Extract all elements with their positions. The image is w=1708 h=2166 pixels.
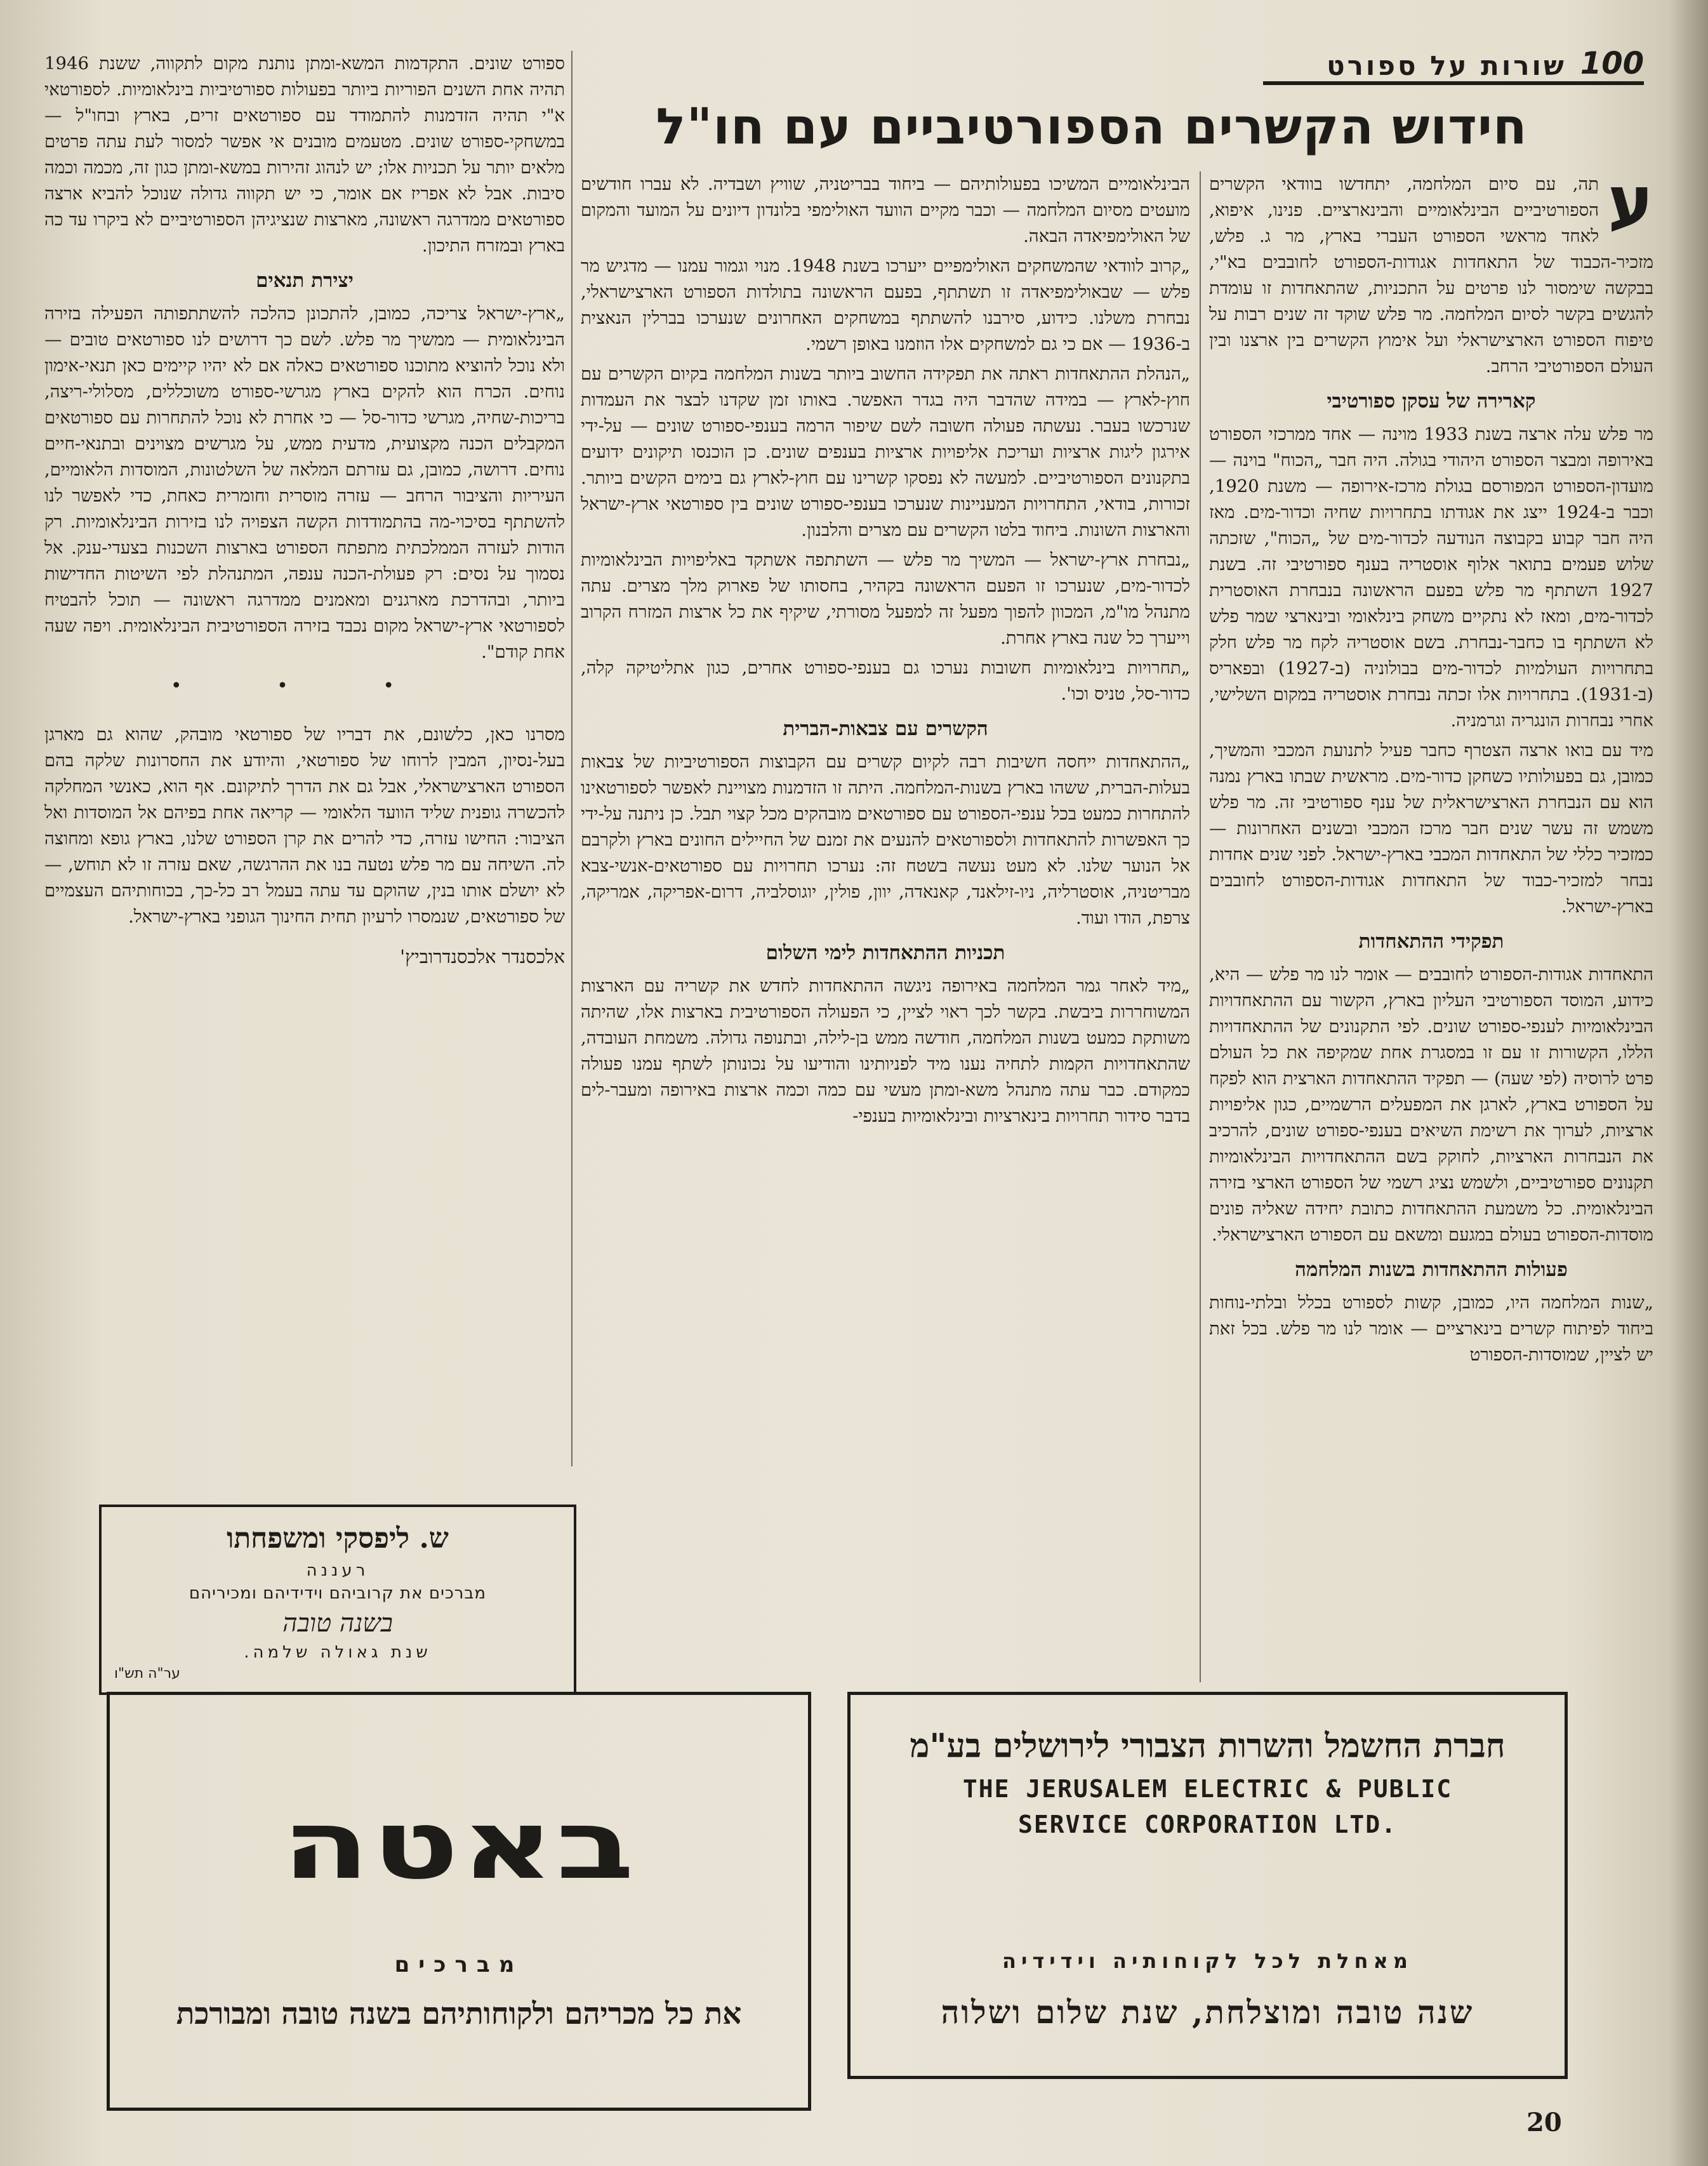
paragraph-career: מר פלש עלה ארצה בשנת 1933 מוינה — אחד ממרכזי הספורט באירופה ומבצר הספורט היהודי בגולה. היה חבר „הכוח" בוינה — מועדון-הספורט המפורסם בגולת מרכז-אירופה — משנת 1920, וכבר ב-1924 ייצג את אגודתו בתחרויות שחיה וכדור-מים. מאז היה חבר קבוע בקבוצה הנודעה לכדור-מים של „הכוח", שזכתה שלוש פעמים בתואר אלוף אוסטריה בענף ספורטיבי זה. בשנת 1927 השתתף מר פלש בפעם הראשונה בנבחרת האוסטרית לכדור-מים, ומאז לא נתקיים משחק בינלאומי ובינארצי שמר פלש לא השתתף בו כחבר-נבחרת. בשם אוסטריה לקח מר פלש חלק בתחרויות העולמיות לכדור-מים בבולוניה (ב-1927) ובפאריס (ב-1931). בתחרויות אלו זכתה נבחרת אוסטריה במקום השלישי, אחרי נבחרות הונגריה וגרמניה.: [1209, 424, 1653, 731]
ad-lipski-greeting: מברכים את קרוביהם וידידיהם ומכיריהם: [189, 1584, 487, 1603]
ad-lipski-date: ער"ה תש"ו: [114, 1666, 180, 1682]
paragraph-olympics: „קרוב לוודאי שהמשחקים האולימפיים ייערכו בשנת 1948. מנוי וגמור עמנו — מדגיש מר פלש — שבאולימפיאדה זו תשתתף, בפעם הראשונה בתולדות הספורט הארצישראלי, נבחרת משלנו. כידוע, סירבנו להשתתף במשחקים האחרונים שנערכו בברלין הנאצית ב-1936 — אם כי גם למשחקים אלו הוזמנו באופן רשמי.: [581, 256, 1190, 354]
article-column-left: [44, 51, 565, 1447]
ad-bata-bless: מברכים: [394, 1952, 524, 1977]
section-header: [1263, 42, 1644, 85]
ad-lipski-city: רעננה: [306, 1561, 369, 1580]
author-signature: אלכסנדר אלכסנדרוביץ': [400, 946, 565, 967]
subheading-roles: תפקידי ההתאחדות: [1358, 930, 1504, 953]
paragraph-sports: ספורט שונים. התקדמות המשא-ומתן נותנת מקום לתקווה, ששנת 1946 תהיה אחת השנים הפוריות ביותר בפעולות ספורטיביות בינלאומיות. לספורטאי א"י תהיה הזדמנות להתמודד עם ספורטאים זרים, בארץ ובחו"ל — במשחקי-ספורט שונים. מטעמים מובנים אי אפשר למסור לעת עתה פרטים מלאים יותר על תכניות אלו; יש לנהוג זהירות במשא-ומתן כגון זה, מכמה וכמה סיבות. אבל לא אפריז אם אומר, כי יש תקווה גדולה שנוכל להביא ארצה ספורטאים ממדרגה ראשונה, מארצות שנציגיהן הספורטיביים לא ביקרו עד כה בארץ ובמזרח התיכון.: [44, 53, 565, 256]
ad-lipski-wish: בשנה טובה: [282, 1609, 393, 1638]
ad-electric-english-line1: THE JERUSALEM ELECTRIC & PUBLIC: [962, 1775, 1453, 1803]
article-column-middle: [581, 171, 1190, 1689]
column-divider: [1200, 171, 1201, 1682]
article-title: חידוש הקשרים הספורטיביים עם חו"ל: [656, 98, 1528, 156]
article-column-right: [1209, 171, 1653, 1689]
paragraph-more: „תחרויות בינלאומיות חשובות נערכו גם בענפי-ספורט אחרים, כגון אתליטיקה קלה, כדור-סל, טניס וכו'.: [581, 658, 1190, 704]
paragraph-plans: „מיד לאחר גמר המלחמה באירופה ניגשה ההתאחדות לחדש את קשריה עם הארצות המשוחררות ביבשת. בקשר לכך ראוי לציין, כי הפעולה הספורטיבית בארצות אלו, שהיתה משותקת כמעט בשנות המלחמה, חודשה ממש בן-לילה, ובתנופה גדולה. משמחת העובדה, שהתאחדויות הקמות לתחיה נענו מיד לפניותינו והודיעו על נכונותן לשתף עמנו פעולה כמקודם. כבר עתה מתנהל משא-ומתן מעשי עם כמה וכמה ארצות באירופה ומעבר-לים בדבר סידור תחרויות בינארציות ובינלאומיות בענפי-: [581, 976, 1190, 1126]
binding-edge: [1669, 0, 1708, 2166]
subheading-war: פעולות ההתאחדות בשנות המלחמה: [1295, 1258, 1568, 1281]
ad-bata: [107, 1692, 811, 2111]
ad-lipski-name: ש. ליפסקי ומשפחתו: [227, 1522, 449, 1555]
paragraph-roles: התאחדות אגודות-הספורט לחובבים — אומר לנו מר פלש — היא, כידוע, המוסד הספורטיבי העליון בארץ, הקשור עם ההתאחדויות הבינלאומיות לענפי-ספורט שונים. לפי התקנונים של ההתאחדויות הללו, הקשורות זו עם זו במסגרת אחת שמקיפה את כל העולם פרט לרוסיה (לפי שעה) — תפקיד ההתאחדות הארצית הוא לפקח על הספורט בארץ, לארגן את המפעלים הרשמיים, כגון אליפויות ארציות, לערוך את רשימת השיאים בענפי-ספורט שונים, להרכיב את הנבחרות הארציות, לחוקק בשם ההתאחדויות הבינלאומיות תקנונים ספורטיביים, ולשמש נציג רשמי של הספורט הארצי בזירה הבינלאומית. כל משמעת ההתאחדות כתובת יחידה שאליה פונים מוסדות-הספורט בעולם במגעם ומשאם עם הספורט הארצישראלי.: [1209, 964, 1653, 1245]
intro-text: תה, עם סיום המלחמה, יתחדשו בוודאי הקשרים הספורטיביים הבינלאומיים והבינארציים. פנינו, איפוא, לאחד מראשי הספורט העברי בארץ, מר ג. פלש, מזכיר-הכבוד של התאחדות אגודות-הספורט לחובבים בא"י, בבקשה שימסור לנו פרטים על התכניות, שהתאחדות זו עומדת להגשים בקשר לסיום המלחמה. מר פלש שוקד זה שנים רבות על טיפוח הספורט הארצישראלי ועל אימוץ הקשרים בין ארצנו ובין העולם הספורטיבי הרחב.: [1209, 174, 1653, 376]
subheading-forces: הקשרים עם צבאות-הברית: [783, 717, 988, 740]
ad-bata-message: את כל מכריהם ולקוחותיהם בשנה טובה ומבורכת: [176, 1997, 742, 2031]
ad-electric-wish-small: מאחלת לכל לקוחותיה וידידיה: [1002, 1949, 1413, 1973]
paragraph-leadership: „הנהלת ההתאחדות ראתה את תפקידה החשוב ביותר בשנות המלחמה בקיום הקשרים עם חוץ-לארץ — במידה שהדבר היה בגדר האפשר. באותו זמן שקדנו לבצר את העמדות שנרכשו בעבר. נעשתה פעולה חשובה לשם שיפור הרמה בענפי-ספורט שונים — על-ידי אירגון ליגות ארציות ועריכת אליפויות ארציות בענפים שונים. כן הוכנסו תיקונים ידועים בתקנונים הספורטיביים. למעשה לא נפסקו קשרינו עם חוץ-לארץ גם בימים הקשים ביותר. זכורות, בודאי, התחרויות המעניינות שנערכו בענפי-ספורט שונים בין ספורטאי ארץ-ישראל והארצות השונות. ביחוד בלטו הקשרים עם מצרים והלבנון.: [581, 364, 1190, 540]
paragraph-arrival: מיד עם בואו ארצה הצטרף כחבר פעיל לתנועת המכבי והמשיך, כמובן, גם בפעולותיו כשחקן כדור-מים. מראשית שבתו בארץ נמנה הוא עם הנבחרת הארצישראלית של ענף ספורטיבי זה. מר פלש משמש זה עשר שנים חבר מרכז המכבי ובשנים האחרונות — כמזכיר כללי של התאחדות המכבי בארץ-ישראל. לפני שנים אחדות נבחר למזכיר-כבוד של התאחדות אגודות-הספורט לחובבים בארץ-ישראל.: [1209, 740, 1653, 917]
page-number: 20: [1526, 2108, 1562, 2137]
paragraph-war: „שנות המלחמה היו, כמובן, קשות לספורט בכלל ובלתי-נוחות ביחוד לפיתוח קשרים בינארציים — אומר לנו מר פלש. בכל זאת יש לציין, שמוסדות-הספורט: [1209, 1292, 1653, 1365]
ad-electric-english-line2: SERVICE CORPORATION LTD.: [1017, 1811, 1398, 1838]
column-divider: [571, 51, 573, 1466]
ad-lipski: [99, 1505, 576, 1695]
subheading-career: קארירה של עסקן ספורטיבי: [1327, 390, 1536, 413]
section-name: שורות על ספורט: [1327, 50, 1566, 81]
ad-electric-company: [847, 1692, 1568, 2079]
subheading-conditions: יצירת תנאים: [256, 269, 354, 292]
drop-cap: ע: [1608, 171, 1653, 241]
paragraph-conditions: „ארץ-ישראל צריכה, כמובן, להתכונן כהלכה להשתתפותה הפעילה בזירה הבינלאומית — ממשיך מר פלש. לשם כך דרושים לנו ספורטאים טובים — ולא נוכל להוציא מתוכנו ספורטאים כאלה אם לא יהיו קיימים כאן תנאי-אימון נוחים. הכרח הוא להקים בארץ מגרשי-ספורט משוכללים, מסלולי-ריצה, בריכות-שחיה, מגרשי כדור-סל — כי אחרת לא נוכל להתחרות עם ספורטאים המקבלים הכנה מקצועית, מדעית ממש, על מגרשים מצוינים ובתנאי-חיים נוחים. דרושה, כמובן, גם עזרתם המלאה של השלטונות, המוסדות הלאומיים, העיריות והציבור הרחב — עזרה מוסרית וחומרית כאחת, כדי לאפשר לנו להשתתף בסיכוי-מה בהתמודדות הקשה הצפויה לנו בזירות הבינלאומיות. רק הודות לעזרה הממלכתית מתפתח הספורט בארצות השכנות בצעדי-ענק. אל נסמוך על נסים: רק פעולת-הכנה ענפה, המתנהלת לפי השיטות החדישות ביותר, ובהדרכת מארגנים ומאמנים ממדרגה ראשונה — תוכל להבטיח לספורטאי ארץ-ישראל מקום נכבד בזירה הספורטיבית הבינלאומית. ויפה שעה אחת קודם".: [44, 303, 565, 662]
paragraph-forces: „ההתאחדות ייחסה חשיבות רבה לקיום קשרים עם הקבוצות הספורטיביות של צבאות בעלות-הברית, ששהו בארץ בשנות-המלחמה. היתה זו הזדמנות מצויינת לאפשר לספורטאינו להתחרות כמעט בכל ענפי-הספורט עם ספורטאים מובהקים מכל קצוי תבל. כן ניתנה על-ידי כך האפשרות להתאחדות ולספורטאים להנעים את זמנם של החיילים החונים בארץ ולקרבם אל הנוער שלנו. לא מעט נעשה בשטח זה: נערכו תחרויות עם ספורטאים-אנשי-צבא מבריטניה, אוסטרליה, ניו-זילאנד, קאנאדה, יוון, פולין, יוגוסלביה, דרום-אפריקה, אמריקה, צרפת, הודו ועוד.: [581, 752, 1190, 928]
paragraph-summary: מסרנו כאן, כלשונם, את דבריו של ספורטאי מובהק, שהוא גם מארגן בעל-נסיון, המבין לרוחו של ספורטאי, והיודע את החסרונות שלקה בהם הספורט הארצישראלי, אבל גם את הדרך לתיקונם. אף הוא, כאנשי המחלקה להכשרה גופנית שליד הוועד הלאומי — קריאה אחת בפיהם אל המוסדות ואל הציבור: החישו עזרה, כדי להרים את קרן הספורט שלנו, בארץ גופא ומחוצה לה. השיחה עם מר פלש נטעה בנו את ההרגשה, שאם עזרה זו לא תוחש, — לא יושלם אותו בנין, שהוקם עד עתה בעמל רב כל-כך, בכוחותיהם העצמיים של ספורטאים, שנמסרו לרעיון תחית החינוך הגופני בארץ-ישראל.: [44, 724, 565, 927]
section-separator: • • •: [170, 675, 439, 697]
ad-lipski-year-name: שנת גאולה שלמה.: [244, 1643, 432, 1662]
bata-logo: באטה: [281, 1790, 637, 1901]
ad-electric-english-name: [851, 1771, 1565, 1842]
section-number: 100: [1580, 46, 1644, 81]
subheading-plans: תכניות ההתאחדות לימי השלום: [765, 941, 1005, 964]
ad-electric-wish-big: שנה טובה ומוצלחת, שנת שלום ושלוה: [941, 1993, 1474, 2031]
intro-paragraph: [1209, 171, 1653, 380]
ad-electric-hebrew-name: חברת החשמל והשרות הצבורי לירושלים בע"מ: [910, 1727, 1506, 1765]
paragraph-continue: הבינלאומיים המשיכו בפעולותיהם — ביחוד בבריטניה, שוויץ ושבדיה. לא עברו חודשים מועטים מסיום המלחמה — וכבר מקיים הוועד האולימפי בלונדון דיונים על המועד והמקום של האולימפיאדה הבאה.: [581, 174, 1190, 246]
paragraph-team: „נבחרת ארץ-ישראל — המשיך מר פלש — השתתפה אשתקד באליפויות הבינלאומיות לכדור-מים, שנערכו זו הפעם הראשונה בקהיר, בחסותו של פארוק מלך מצרים. עתה מתנהל מו"מ, המכוון להפוך מפעל זה למפעל מסורתי, שיקיף את כל ארצות המזרח הקרוב וייערך כל שנה בארץ אחרת.: [581, 550, 1190, 648]
